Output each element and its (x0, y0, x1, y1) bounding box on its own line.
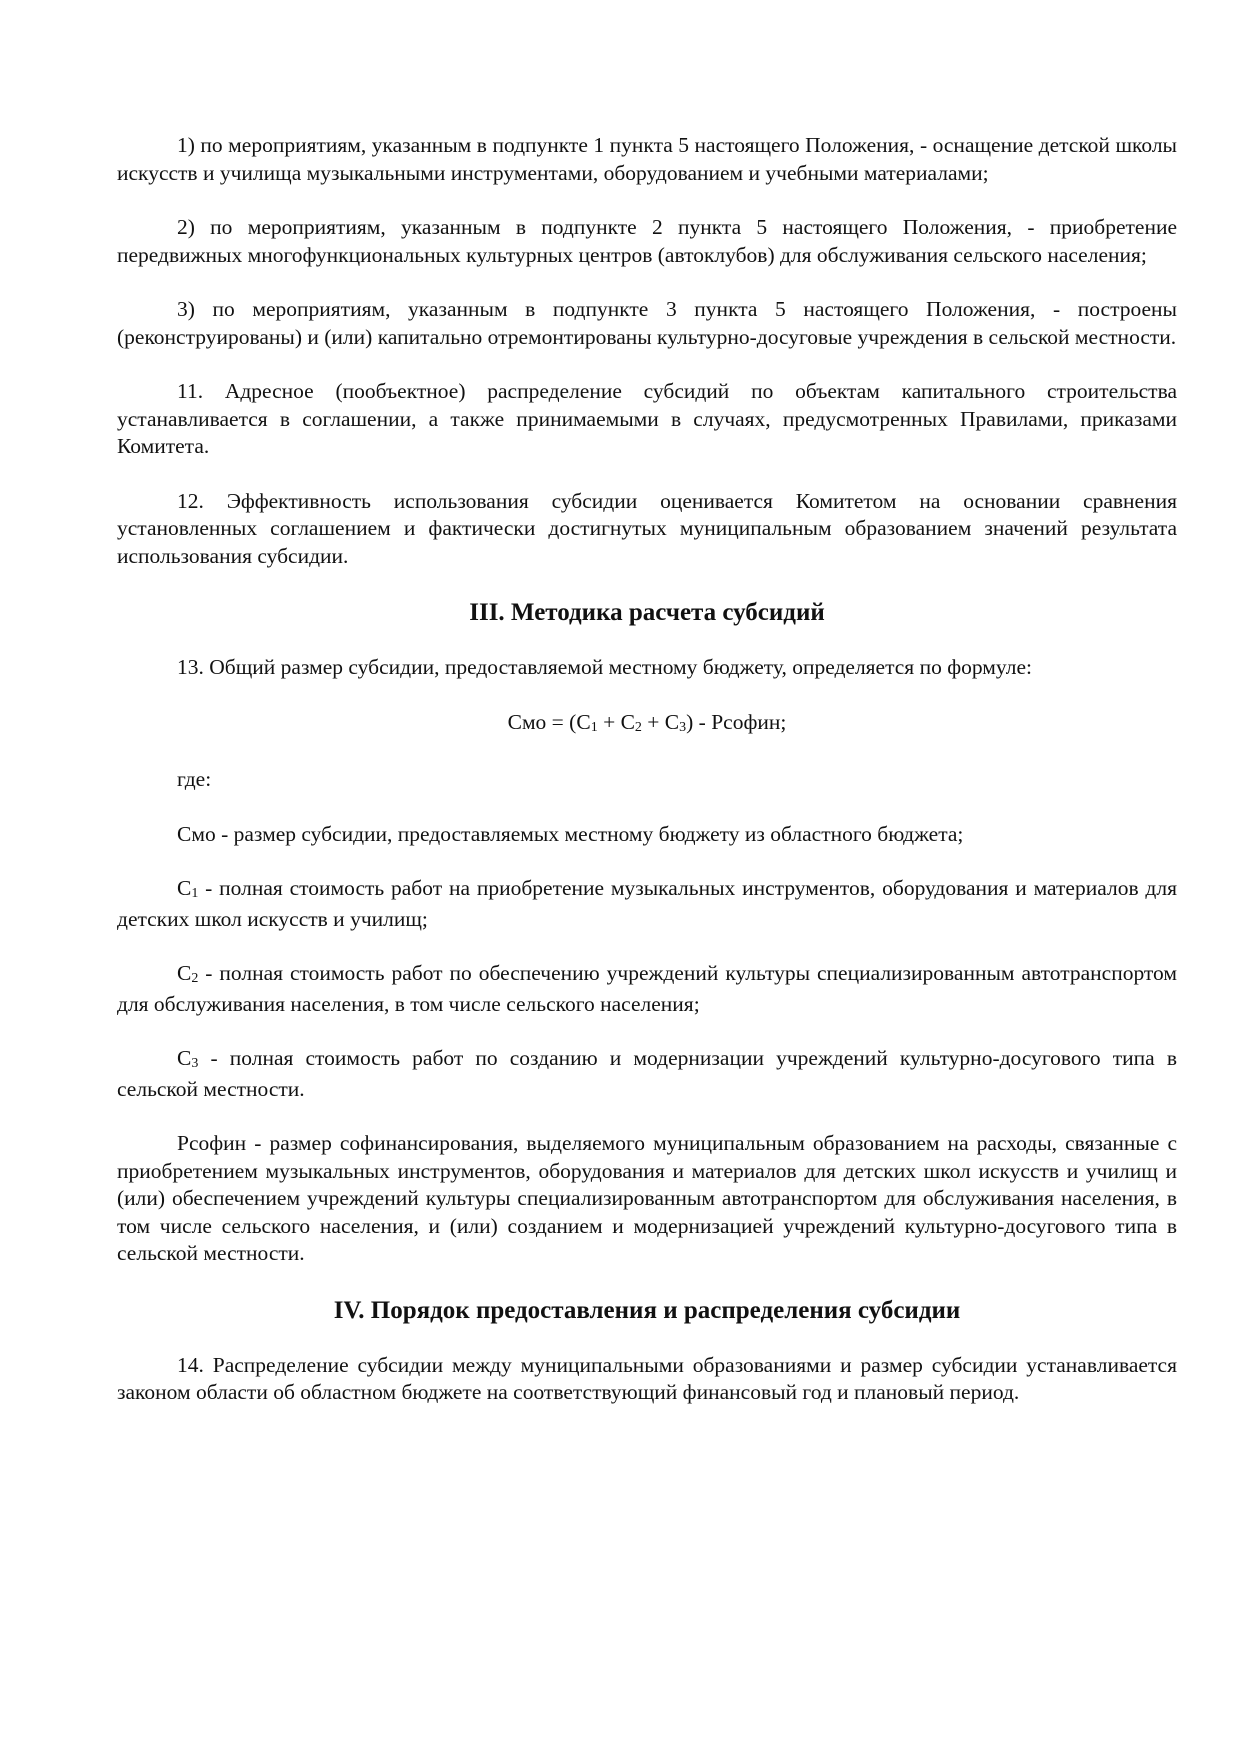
paragraph-item-1: 1) по мероприятиям, указанным в подпункте 1 пункта 5 настоящего Положения, - оснащение детской школы искусств и училища музыкальными инструментами, оборудованием и учебными материалами; (117, 133, 1177, 185)
definition-c2 (117, 960, 1177, 1018)
formula-part: Смо = (C (507, 709, 591, 734)
definition-rsofin: Рсофин - размер софинансирования, выделяемого муниципальным образованием на расходы, связанные с приобретением музыкальных инструментов, оборудования и материалов для детских школ искусств и училищ и (или) обеспечением учреждений культуры специализированным автотранспортом для обслуживания населения, в том числе сельского населения, и (или) созданием и модернизацией учреждений культурно-досугового типа в сельской местности. (117, 1131, 1177, 1265)
document-page (117, 132, 1177, 1407)
paragraph-14: 14. Распределение субсидии между муниципальными образованиями и размер субсидии устанавливается законом области об областном бюджете на соответствующий финансовый год и плановый период. (117, 1352, 1177, 1404)
symbol: C (177, 1046, 192, 1070)
definition-text: - полная стоимость работ на приобретение музыкальных инструментов, оборудования и материалов для детских школ искусств и училищ; (117, 876, 1177, 931)
formula-subscript: 3 (679, 719, 687, 735)
definition-smo: Смо - размер субсидии, предоставляемых местному бюджету из областного бюджета; (177, 821, 964, 846)
symbol-subscript: 3 (191, 1056, 199, 1071)
paragraph-item-2: 2) по мероприятиям, указанным в подпункте 2 пункта 5 настоящего Положения, - приобретение передвижных многофункциональных культурных центров (автоклубов) для обслуживания сельского населения; (117, 215, 1177, 267)
symbol: C (177, 876, 192, 900)
paragraph-13: 13. Общий размер субсидии, предоставляемой местному бюджету, определяется по формуле: (177, 655, 1032, 679)
definition-text: - полная стоимость работ по созданию и модернизации учреждений культурно-досугового типа в сельской местности. (117, 1046, 1177, 1101)
section-heading-3: III. Методика расчета субсидий (469, 599, 825, 626)
formula-part: ) - Рсофин; (686, 709, 787, 734)
symbol: C (177, 961, 192, 985)
formula-part: + C (641, 709, 680, 734)
formula-part: + C (597, 709, 635, 734)
where-label: где: (177, 767, 212, 791)
definition-text: - полная стоимость работ по обеспечению учреждений культуры специализированным автотранспортом для обслуживания населения, в том числе сельского населения; (117, 961, 1177, 1016)
formula (117, 709, 1177, 740)
section-heading-4: IV. Порядок предоставления и распределения субсидии (333, 1296, 961, 1324)
definition-c3 (117, 1045, 1177, 1103)
paragraph-11: 11. Адресное (пообъектное) распределение субсидий по объектам капитального строительства устанавливается в соглашении, а также принимаемыми в случаях, предусмотренных Правилами, приказами Комитета. (117, 379, 1177, 458)
symbol-subscript: 1 (191, 886, 199, 901)
paragraph-12: 12. Эффективность использования субсидии оценивается Комитетом на основании сравнения установленных соглашением и фактически достигнутых муниципальным образованием значений результата использования субсидии. (117, 488, 1177, 568)
formula-subscript: 1 (590, 719, 598, 735)
definition-c1 (117, 875, 1177, 933)
formula-subscript: 2 (634, 719, 642, 735)
paragraph-item-3: 3) по мероприятиям, указанным в подпункте 3 пункта 5 настоящего Положения, - построены (реконструированы) и (или) капитально отремонтированы культурно-досуговые учреждения в сельской местности. (117, 297, 1177, 349)
symbol-subscript: 2 (191, 971, 199, 986)
